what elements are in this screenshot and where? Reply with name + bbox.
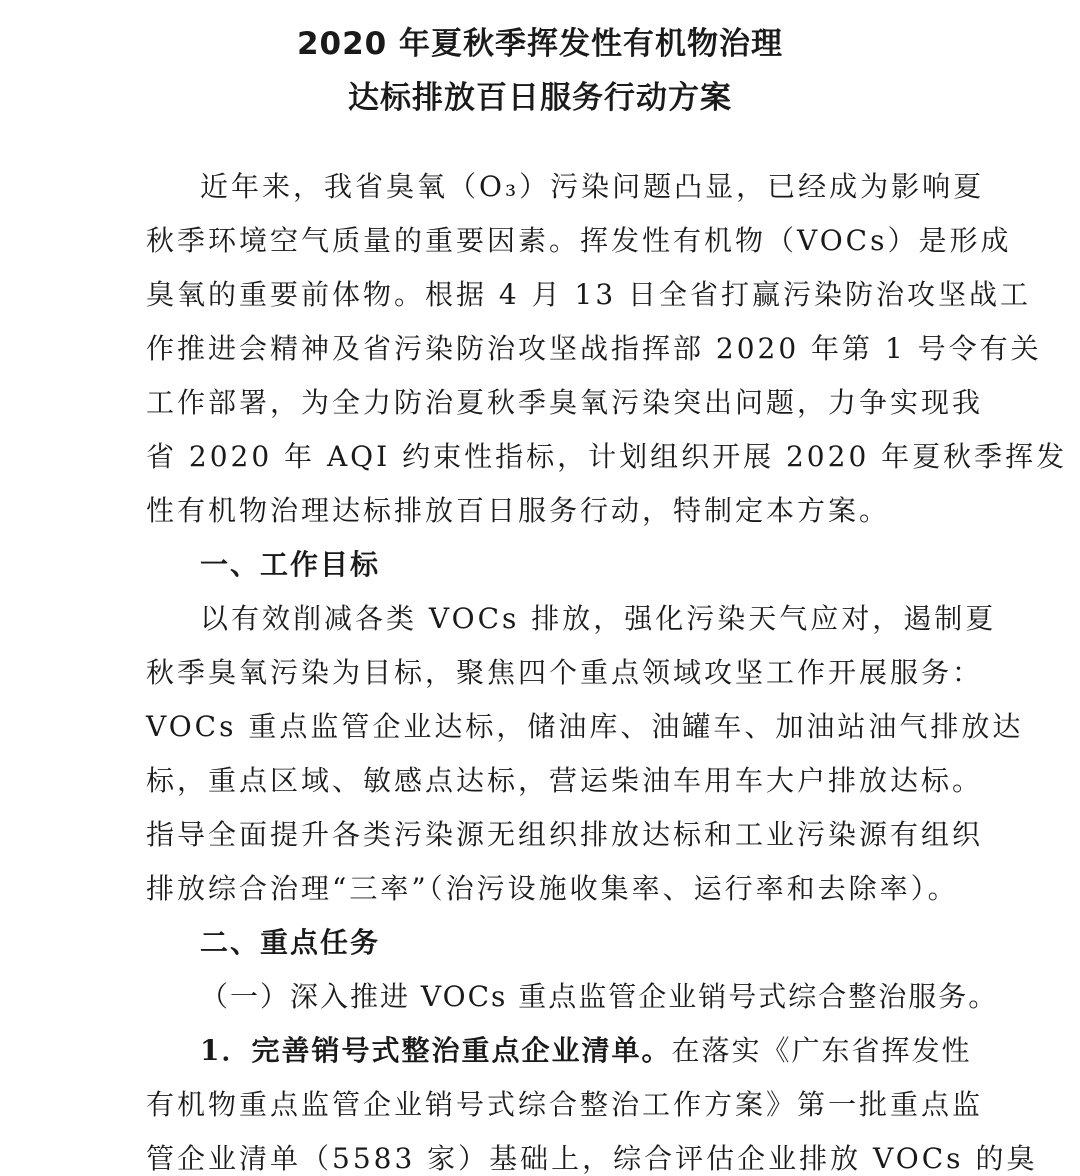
- goals-line-5: 指导全面提升各类污染源无组织排放达标和工业污染源有组织: [146, 818, 984, 851]
- intro-line-2: 秋季环境空气质量的重要因素。挥发性有机物（VOCs）是形成: [146, 224, 1012, 257]
- section-heading-goals: 一、工作目标: [200, 548, 381, 581]
- intro-line-4: 作推进会精神及省污染防治攻坚战指挥部 2020 年第 1 号令有关: [146, 332, 1042, 365]
- task-item-1: [200, 1034, 972, 1068]
- goals-line-2: 秋季臭氧污染为目标，聚焦四个重点领域攻坚工作开展服务：: [146, 656, 984, 689]
- goals-line-3: VOCs 重点监管企业达标，储油库、油罐车、加油站油气排放达: [146, 710, 1024, 743]
- goals-line-6: 排放综合治理“三率”（治污设施收集率、运行率和去除率）。: [146, 872, 959, 905]
- task-line-3: 管企业清单（5583 家）基础上，综合评估企业排放 VOCs 的臭: [146, 1142, 1038, 1175]
- document-title-line-2: 达标排放百日服务行动方案: [348, 80, 732, 116]
- goals-line-4: 标，重点区域、敏感点达标，营运柴油车用车大户排放达标。: [146, 764, 984, 797]
- document-title-line-1: 2020 年夏秋季挥发性有机物治理: [296, 26, 784, 62]
- intro-line-1: 近年来，我省臭氧（O₃）污染问题凸显，已经成为影响夏: [200, 170, 985, 203]
- intro-line-7: 性有机物治理达标排放百日服务行动，特制定本方案。: [146, 494, 891, 527]
- section-heading-tasks: 二、重点任务: [200, 926, 381, 959]
- intro-line-3: 臭氧的重要前体物。根据 4 月 13 日全省打赢污染防治攻坚战工: [146, 278, 1032, 311]
- task-item-1-title: 1．完善销号式整治重点企业清单。: [200, 1034, 672, 1067]
- intro-line-5: 工作部署，为全力防治夏秋季臭氧污染突出问题，力争实现我: [146, 386, 984, 419]
- goals-line-1: 以有效削减各类 VOCs 排放，强化污染天气应对，遏制夏: [200, 602, 997, 635]
- task-line-2: 有机物重点监管企业销号式综合整治工作方案》第一批重点监: [146, 1088, 984, 1121]
- intro-line-6: 省 2020 年 AQI 约束性指标，计划组织开展 2020 年夏秋季挥发: [146, 440, 1068, 473]
- task-item-1-text: 在落实《广东省挥发性: [671, 1034, 972, 1067]
- task-subheading-1: （一）深入推进 VOCs 重点监管企业销号式综合整治服务。: [200, 980, 999, 1013]
